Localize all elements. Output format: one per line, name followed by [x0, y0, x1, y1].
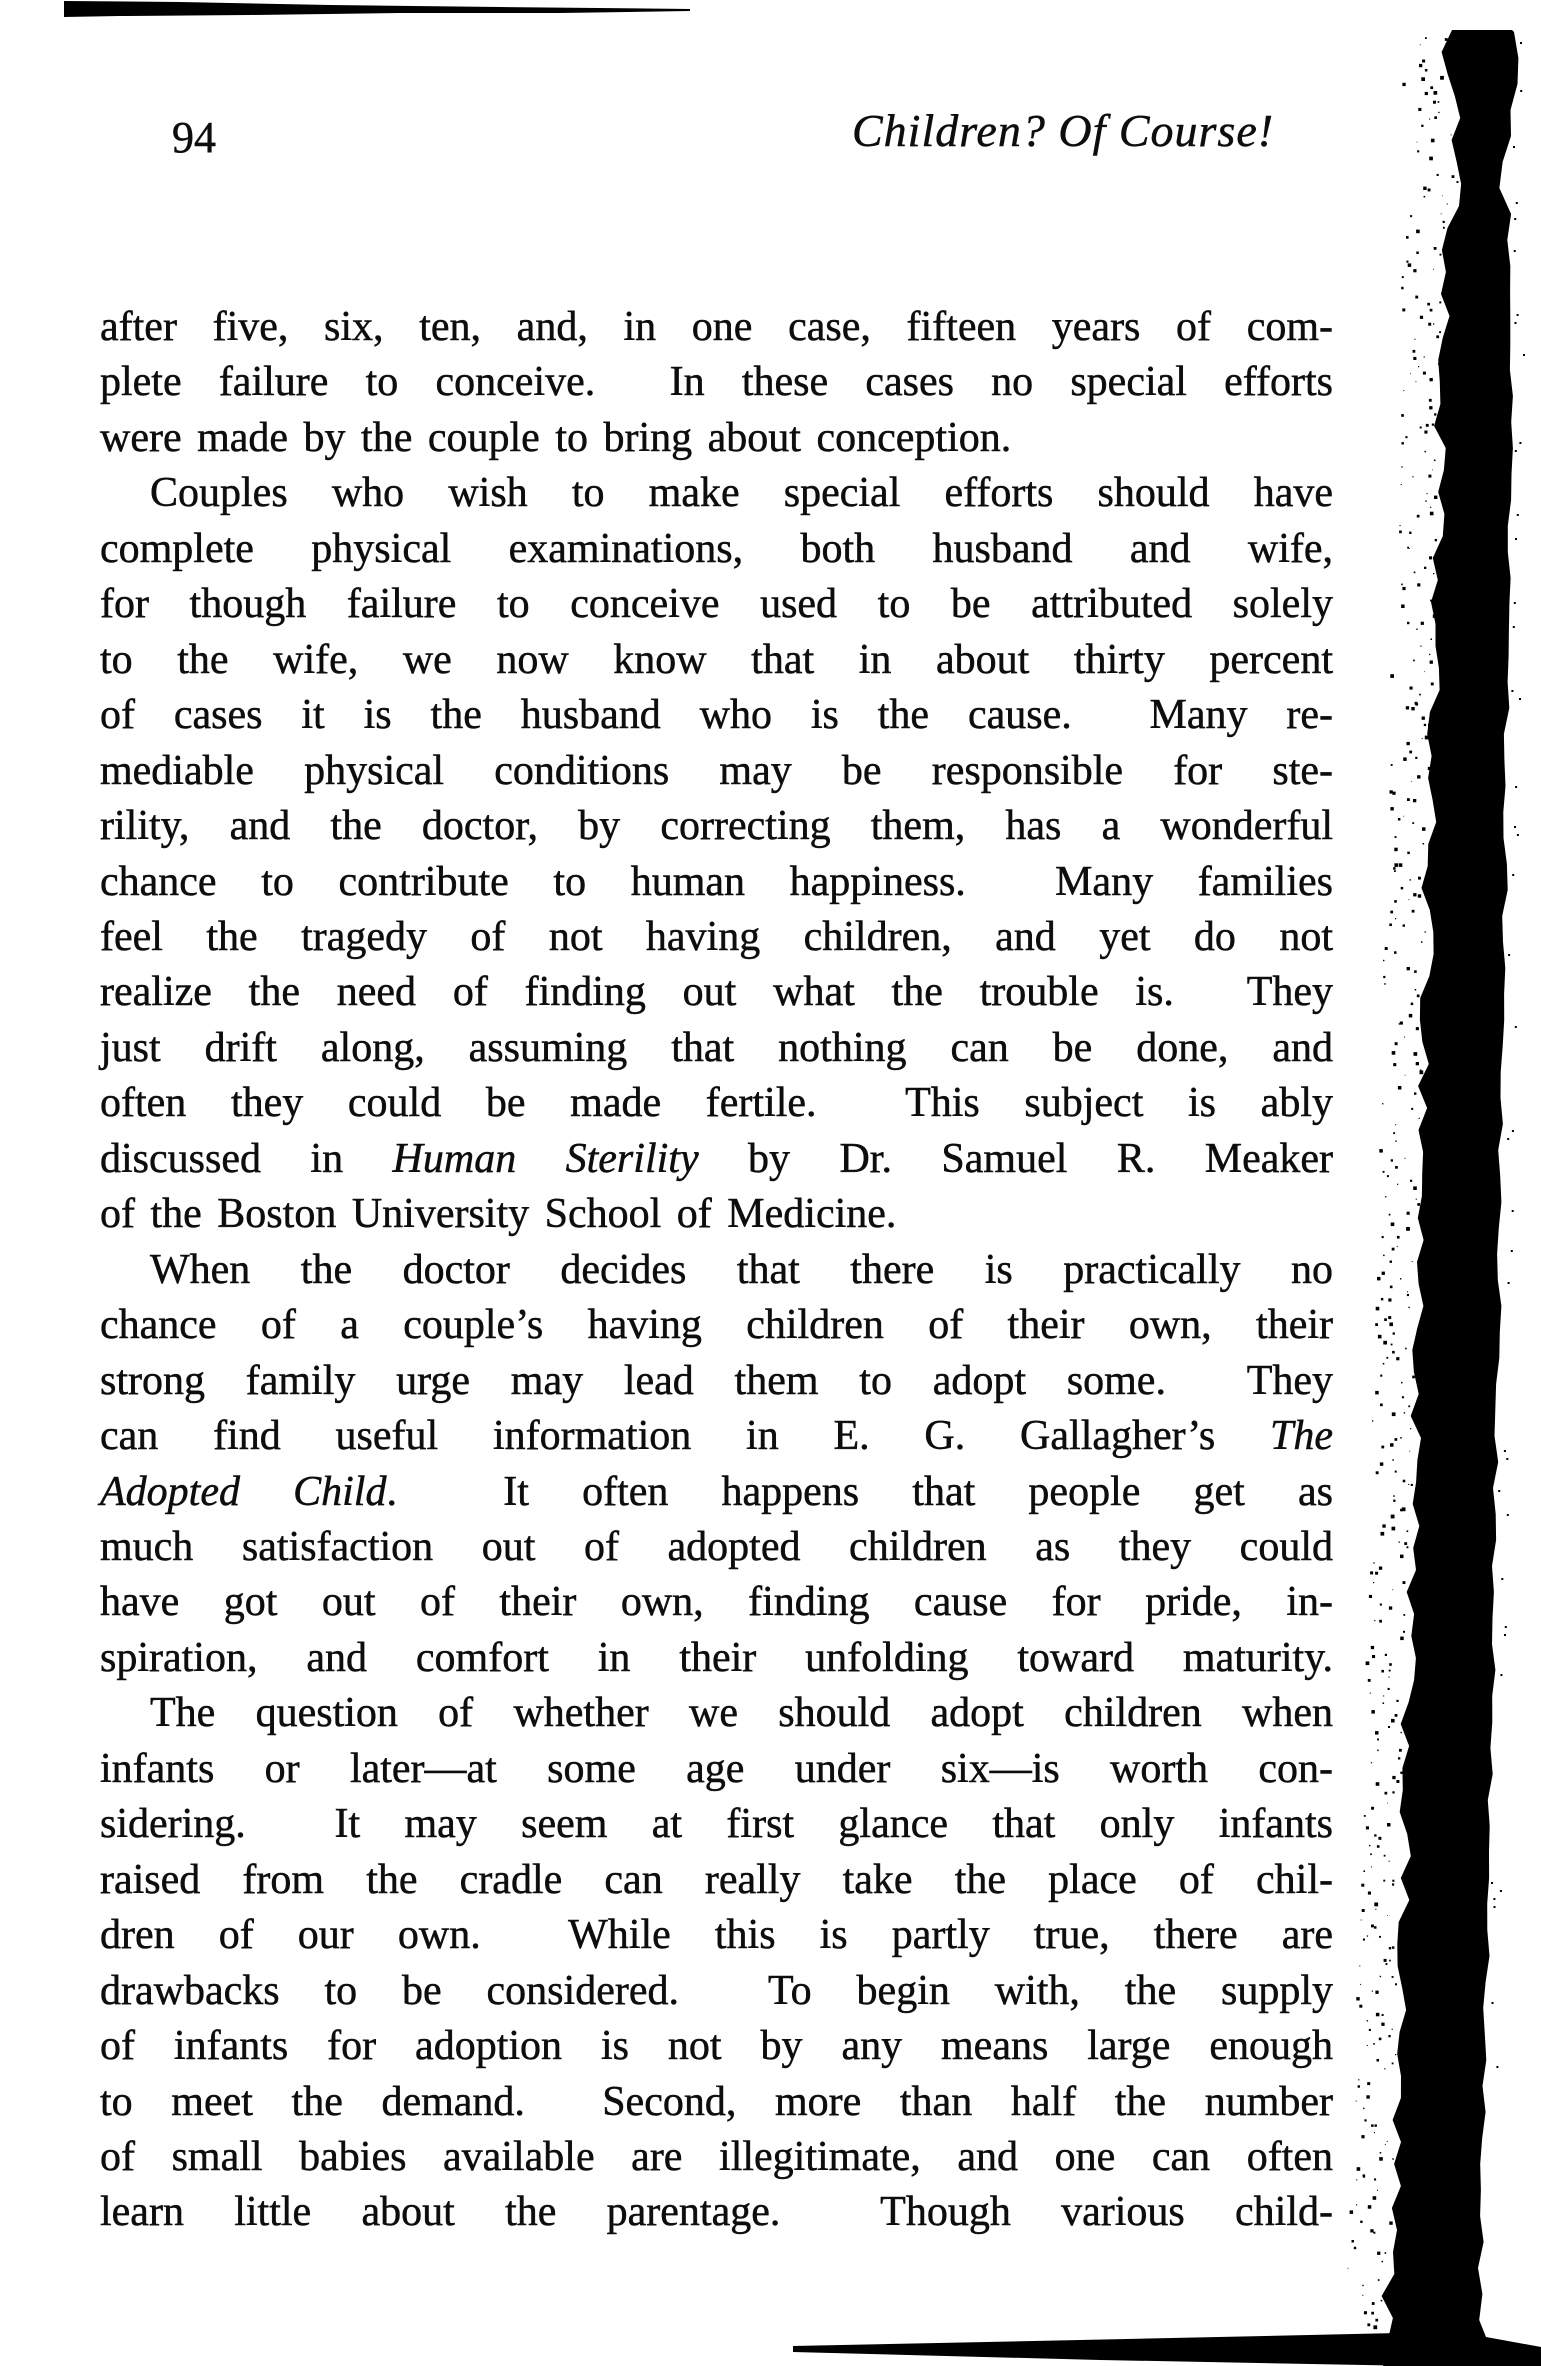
text-line: [100, 688, 1333, 743]
text-line: [100, 1409, 1333, 1464]
text-line: [100, 2185, 1333, 2240]
text-line: [100, 355, 1333, 410]
text-segment: to the wife, we now know that in about thirty percent: [100, 636, 1333, 683]
book-title-italic: The: [1270, 1413, 1333, 1460]
page-number: 94: [172, 113, 216, 162]
text-line: [100, 1298, 1333, 1353]
text-line: [100, 1520, 1333, 1575]
text-segment: chance of a couple’s having children of their own, their: [100, 1302, 1333, 1349]
text-segment: for though failure to conceive used to be attributed solely: [100, 581, 1333, 628]
text-segment: spiration, and comfort in their unfolding toward maturity.: [100, 1634, 1333, 1681]
text-line: [100, 1631, 1333, 1686]
text-line: [100, 1021, 1333, 1076]
text-line: [100, 577, 1333, 632]
text-segment: The question of whether we should adopt children when: [150, 1690, 1333, 1737]
text-segment: by Dr. Samuel R. Meaker: [698, 1135, 1334, 1182]
text-segment: of cases it is the husband who is the cause. Many re-: [100, 692, 1333, 739]
text-segment: strong family urge may lead them to adopt some. They: [100, 1357, 1333, 1404]
text-line: [100, 1132, 1333, 1187]
text-segment: sidering. It may seem at first glance that only infants: [100, 1801, 1333, 1848]
text-segment: Couples who wish to make special efforts should have: [150, 470, 1333, 517]
text-line: [100, 2130, 1333, 2185]
text-segment: of the Boston University School of Medicine.: [100, 1191, 897, 1238]
text-segment: chance to contribute to human happiness. Many families: [100, 858, 1333, 905]
text-segment: mediable physical conditions may be responsible for ste-: [100, 747, 1333, 794]
binding-edge-specks: [1344, 37, 1526, 2362]
text-line: [100, 799, 1333, 854]
text-segment: realize the need of finding out what the trouble is. They: [100, 969, 1333, 1016]
text-line: [100, 2019, 1333, 2074]
text-segment: often they could be made fertile. This subject is ably: [100, 1080, 1333, 1127]
text-line: [100, 1354, 1333, 1409]
text-line: [100, 910, 1333, 965]
text-line: [100, 1797, 1333, 1852]
running-header-title: Children? Of Course!: [852, 105, 1275, 156]
text-segment: infants or later—at some age under six—is worth con-: [100, 1745, 1333, 1792]
text-segment: plete failure to conceive. In these cases no special efforts: [100, 359, 1333, 406]
text-segment: rility, and the doctor, by correcting them, has a wonderful: [100, 803, 1333, 850]
text-line: [100, 965, 1333, 1020]
text-line: [100, 411, 1333, 466]
text-line: [100, 1853, 1333, 1908]
text-segment: feel the tragedy of not having children, and yet do not: [100, 913, 1333, 960]
text-segment: have got out of their own, finding cause for pride, in-: [100, 1579, 1333, 1626]
text-segment: were made by the couple to bring about conception.: [100, 414, 1012, 461]
text-segment: learn little about the parentage. Though various child-: [100, 2189, 1333, 2236]
text-segment: after five, six, ten, and, in one case, fifteen years of com-: [100, 304, 1333, 350]
text-segment: of infants for adoption is not by any means large enough: [100, 2023, 1333, 2070]
top-edge-smudge: [64, 1, 690, 17]
text-line: [100, 1243, 1333, 1298]
text-line: [100, 1964, 1333, 2019]
text-segment: just drift along, assuming that nothing can be done, and: [100, 1024, 1333, 1071]
text-line: [100, 300, 1333, 355]
text-line: [100, 1465, 1333, 1520]
text-segment: discussed in: [100, 1135, 393, 1182]
text-segment: can find useful information in E. G. Gallagher’s: [100, 1413, 1270, 1460]
text-line: [100, 1686, 1333, 1741]
bottom-edge-smudge: [793, 2333, 1420, 2366]
book-title-italic: Human Sterility: [392, 1135, 699, 1182]
binding-edge-shadow: [1382, 30, 1541, 2366]
text-line: [100, 1908, 1333, 1963]
book-title-italic: Adopted Child: [100, 1468, 387, 1515]
text-segment: . It often happens that people get as: [386, 1468, 1333, 1515]
text-segment: drawbacks to be considered. To begin with, the supply: [100, 1967, 1333, 2014]
text-segment: raised from the cradle can really take the place of chil-: [100, 1856, 1333, 1903]
text-line: [100, 1076, 1333, 1131]
text-line: [100, 1575, 1333, 1630]
text-segment: much satisfaction out of adopted children as they could: [100, 1523, 1333, 1570]
text-line: [100, 633, 1333, 688]
text-line: [100, 855, 1333, 910]
text-line: [100, 2075, 1333, 2130]
text-segment: complete physical examinations, both husband and wife,: [100, 525, 1333, 572]
text-segment: to meet the demand. Second, more than half the number: [100, 2078, 1333, 2125]
text-segment: dren of our own. While this is partly true, there are: [100, 1912, 1333, 1959]
text-segment: of small babies available are illegitimate, and one can often: [100, 2133, 1333, 2180]
page-body-text: [100, 300, 1333, 2241]
text-line: [100, 1742, 1333, 1797]
text-line: [100, 522, 1333, 577]
text-line: [100, 744, 1333, 799]
text-line: [100, 466, 1333, 521]
text-line: [100, 1187, 1333, 1242]
text-segment: When the doctor decides that there is practically no: [150, 1246, 1333, 1293]
